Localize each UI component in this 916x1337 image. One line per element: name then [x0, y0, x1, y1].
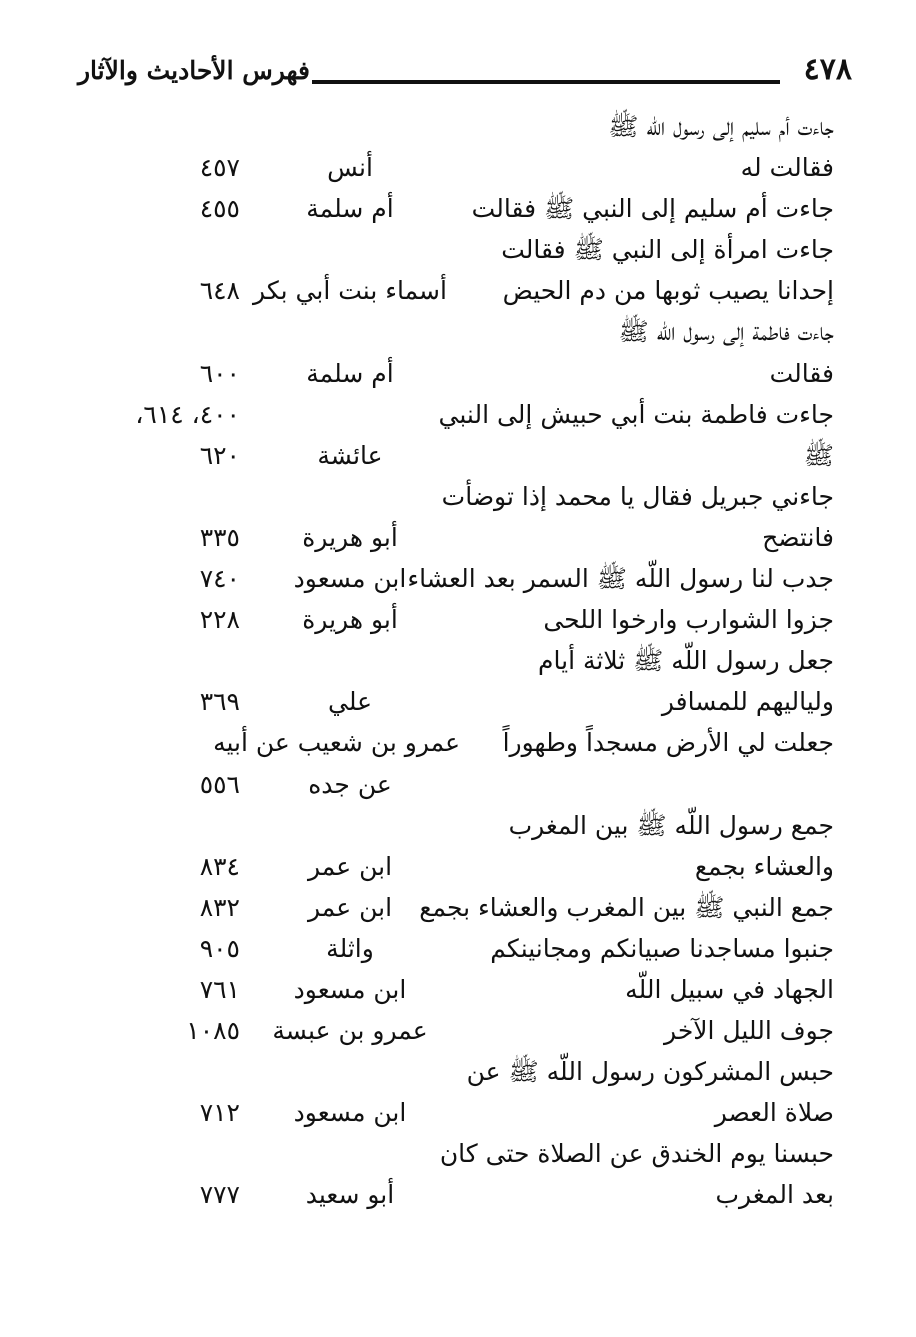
- narrator: عن جده: [308, 769, 392, 799]
- narrator: أبو هريرة: [302, 605, 398, 635]
- narrator: ابن عمر: [307, 851, 393, 881]
- index-line: [0, 437, 916, 478]
- index-line: [0, 766, 916, 807]
- narrator: واثلة: [326, 933, 374, 963]
- hadith-text: فقالت له: [740, 153, 834, 183]
- index-line: [0, 231, 916, 272]
- index-line: [0, 930, 916, 971]
- hadith-text: جاءني جبريل فقال يا محمد إذا توضأت: [441, 481, 834, 511]
- hadith-text: بعد المغرب: [715, 1180, 834, 1210]
- page-ref: ٢٢٨: [199, 605, 240, 635]
- hadith-text: جاءت فاطمة إلى رسول اللّه ﷺ: [618, 317, 834, 347]
- page-ref: ٦٠٠: [199, 358, 240, 388]
- page-ref: ٦٢٠: [199, 440, 240, 470]
- narrator: أنس: [327, 153, 373, 183]
- index-line: [0, 683, 916, 724]
- hadith-text: جاءت امرأة إلى النبي ﷺ فقالت: [501, 235, 834, 265]
- page-ref: ٧٤٠: [199, 564, 240, 594]
- hadith-text: ﷺ: [803, 440, 834, 470]
- page-ref: ٧١٢: [199, 1098, 240, 1128]
- hadith-text: جزوا الشوارب وارخوا اللحى: [543, 605, 834, 635]
- page-ref: ٣٦٩: [199, 687, 240, 717]
- narrator: أبو سعيد: [305, 1180, 395, 1210]
- narrator: ابن مسعود: [293, 564, 407, 594]
- hadith-text: جوف الليل الآخر: [664, 1016, 834, 1046]
- index-line: [0, 108, 916, 149]
- index-line: [0, 478, 916, 519]
- page-ref: ٤٥٥: [199, 194, 240, 224]
- index-line: [0, 1053, 916, 1094]
- hadith-text: جنبوا مساجدنا صبيانكم ومجانينكم: [490, 933, 834, 963]
- hadith-text: جدب لنا رسول اللّه ﷺ السمر بعد العشاء: [407, 564, 834, 594]
- page-ref: ٥٥٦: [199, 769, 240, 799]
- page-ref: ٧٦١: [199, 974, 240, 1004]
- hadith-text: إحدانا يصيب ثوبها من دم الحيض: [502, 276, 834, 306]
- narrator: أسماء بنت أبي بكر: [253, 276, 447, 306]
- page-ref: ٤٠٠، ٦١٤،: [135, 399, 240, 429]
- page-header: [0, 52, 916, 100]
- index-line: [0, 396, 916, 437]
- hadith-text: والعشاء بجمع: [694, 851, 834, 881]
- index-line: [0, 519, 916, 560]
- hadith-index-list: [0, 108, 916, 1218]
- narrator: عمرو بن عبسة: [272, 1016, 428, 1046]
- index-line: [0, 313, 916, 354]
- hadith-text: فقالت: [769, 358, 834, 388]
- hadith-text: جاءت أم سليم إلى رسول اللّه ﷺ: [608, 112, 834, 141]
- index-line: [0, 724, 916, 765]
- index-line: [0, 190, 916, 231]
- hadith-text: جعل رسول اللّه ﷺ ثلاثة أيام: [538, 646, 834, 676]
- page-ref: ١٠٨٥: [186, 1016, 240, 1046]
- narrator: ابن مسعود: [293, 1098, 407, 1128]
- hadith-text: حبس المشركون رسول اللّه ﷺ عن: [466, 1057, 834, 1087]
- narrator: أبو هريرة: [302, 522, 398, 552]
- hadith-text: جعلت لي الأرض مسجداً وطهوراً: [502, 728, 834, 758]
- hadith-text: فانتضح: [762, 522, 834, 552]
- narrator: علي: [327, 687, 373, 717]
- index-line: [0, 889, 916, 930]
- hadith-text: حبسنا يوم الخندق عن الصلاة حتى كان: [439, 1139, 834, 1169]
- index-line: [0, 1135, 916, 1176]
- page-number: ٤٧٨: [803, 52, 852, 87]
- index-line: [0, 1176, 916, 1217]
- page-ref: ٦٤٨: [199, 276, 240, 306]
- narrator: أم سلمة: [306, 194, 394, 224]
- index-line: [0, 560, 916, 601]
- hadith-text: جمع النبي ﷺ بين المغرب والعشاء بجمع: [419, 892, 834, 922]
- index-line: [0, 642, 916, 683]
- page-ref: ٨٣٤: [199, 851, 240, 881]
- narrator: ابن مسعود: [293, 974, 407, 1004]
- narrator: أم سلمة: [306, 358, 394, 388]
- page-ref: ٨٣٢: [199, 892, 240, 922]
- index-line: [0, 1012, 916, 1053]
- page-ref: ٤٥٧: [199, 153, 240, 183]
- index-line: [0, 1094, 916, 1135]
- index-line: [0, 355, 916, 396]
- hadith-text: جاءت فاطمة بنت أبي حبيش إلى النبي: [438, 399, 834, 429]
- index-line: [0, 848, 916, 889]
- header-title: فهرس الأحاديث والآثار: [77, 56, 310, 85]
- narrator: ابن عمر: [307, 892, 393, 922]
- page-ref: ٧٧٧: [199, 1180, 240, 1210]
- index-line: [0, 149, 916, 190]
- hadith-text: صلاة العصر: [714, 1098, 834, 1128]
- hadith-text: ولياليهم للمسافر: [661, 687, 834, 717]
- narrator: عائشة: [317, 440, 383, 470]
- index-line: [0, 601, 916, 642]
- page-ref: ٩٠٥: [199, 933, 240, 963]
- page-ref: ٣٣٥: [199, 522, 240, 552]
- hadith-text: جاءت أم سليم إلى النبي ﷺ فقالت: [471, 194, 834, 224]
- narrator: عمرو بن شعيب عن أبيه: [213, 728, 460, 758]
- header-rule: [312, 80, 780, 84]
- hadith-text: الجهاد في سبيل اللّه: [625, 974, 834, 1004]
- hadith-text: جمع رسول اللّه ﷺ بين المغرب: [508, 810, 834, 840]
- index-line: [0, 272, 916, 313]
- index-line: [0, 807, 916, 848]
- index-line: [0, 971, 916, 1012]
